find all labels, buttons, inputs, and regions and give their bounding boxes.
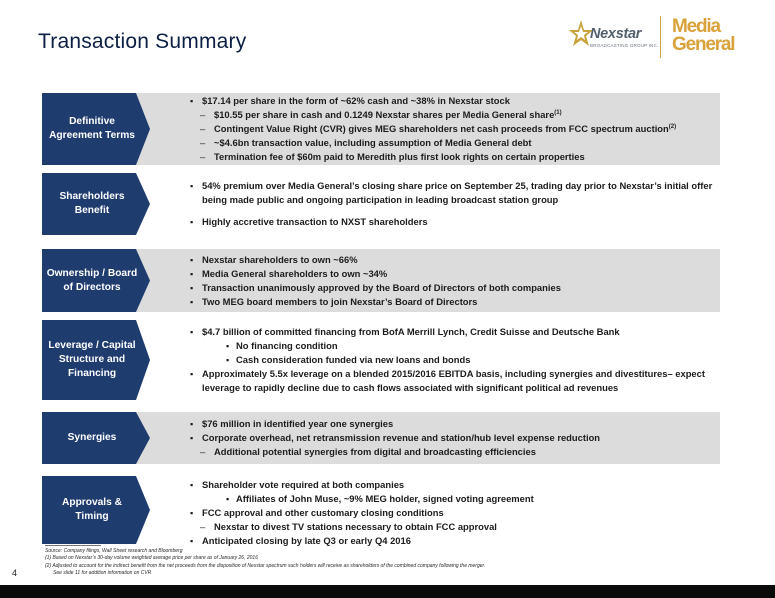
page-title: Transaction Summary bbox=[38, 30, 247, 53]
bullet: ▪ $4.7 billion of committed financing from BofA Merrill Lynch, Credit Suisse and Deutsche Bank bbox=[190, 325, 714, 339]
row-label: Definitive Agreement Terms bbox=[49, 116, 135, 141]
nexstar-subtitle: BROADCASTING GROUP INC. bbox=[590, 43, 659, 48]
row-label: Leverage / Capital Structure and Financing bbox=[48, 340, 136, 379]
bullet: ▪ Nexstar shareholders to own ~66% bbox=[190, 253, 714, 267]
bullet: ▪ Media General shareholders to own ~34% bbox=[190, 267, 714, 281]
dash-item: – Additional potential synergies from digital and broadcasting efficiencies bbox=[190, 445, 714, 459]
footnote-ref: (2) bbox=[668, 123, 677, 130]
row-content bbox=[190, 249, 714, 312]
media-general-line1: Media bbox=[672, 16, 720, 37]
row-approvals bbox=[42, 476, 720, 552]
bullet: ▪ Shareholder vote required at both companies bbox=[190, 478, 714, 492]
row-content bbox=[190, 93, 714, 165]
bullet: ▪ FCC approval and other customary closing conditions bbox=[190, 506, 714, 520]
footnote-3: See slide 11 for addition information on CVR bbox=[53, 570, 152, 577]
bottom-bar bbox=[0, 585, 775, 598]
footnote-ref: (1) bbox=[554, 109, 562, 116]
footnote-1: (1) Based on Nexstar’s 30-day volume weighted average price per share as of January 26, 2016 bbox=[45, 555, 258, 562]
nexstar-wordmark: Nexstar bbox=[590, 26, 642, 42]
bullet: ▪ Two MEG board members to join Nexstar’s Board of Directors bbox=[190, 295, 714, 309]
logo-divider bbox=[660, 16, 661, 58]
row-label-box bbox=[42, 173, 150, 235]
media-general-line2: General bbox=[672, 34, 735, 55]
row-shareholders-benefit bbox=[42, 173, 720, 235]
row-label-box bbox=[42, 476, 150, 544]
sub-bullet: ▪ Cash consideration funded via new loans and bonds bbox=[190, 353, 714, 367]
bullet: ▪ Transaction unanimously approved by the Board of Directors of both companies bbox=[190, 281, 714, 295]
bullet: ▪ Corporate overhead, net retransmission revenue and station/hub level expense reduction bbox=[190, 431, 714, 445]
row-synergies bbox=[42, 412, 720, 464]
footnote-source: Source: Company filings, Wall Street research and Bloomberg bbox=[45, 548, 183, 554]
bullet: ▪ Anticipated closing by late Q3 or early Q4 2016 bbox=[190, 534, 714, 548]
page-number: 4 bbox=[12, 568, 18, 578]
footnotes bbox=[45, 548, 745, 578]
footnote-rule bbox=[45, 545, 101, 546]
row-label-box bbox=[42, 249, 150, 312]
row-label: Synergies bbox=[67, 432, 117, 443]
row-ownership bbox=[42, 249, 720, 312]
row-content bbox=[190, 478, 714, 552]
row-content bbox=[190, 173, 714, 235]
dash-item: – Contingent Value Right (CVR) gives MEG shareholders net cash proceeds from FCC spectrum auction$^{(2)}$ bbox=[190, 122, 714, 136]
bullet: ▪ Highly accretive transaction to NXST shareholders bbox=[190, 215, 714, 229]
row-label: Shareholders Benefit bbox=[59, 191, 125, 216]
bullet: ▪ 54% premium over Media General’s closing share price on September 25, trading day prior to Nexstar’s initial offer being made public and ongoing participation in leading broadcast station group bbox=[190, 179, 714, 207]
row-label: Approvals & Timing bbox=[61, 497, 122, 522]
sub-bullet: ▪ No financing condition bbox=[190, 339, 714, 353]
row-label-box bbox=[42, 412, 150, 464]
footnote-2: (2) Adjusted to account for the indirect benefit from the net proceeds from the disposition of Nexstar spectrum such holders will receive as shareholders of the combined company following the merger. bbox=[45, 562, 486, 569]
row-label: Ownership / Board of Directors bbox=[46, 267, 138, 293]
dash-item: – $10.55 per share in cash and 0.1249 Nexstar shares per Media General share$^{(1)}$ bbox=[190, 108, 714, 122]
sub-bullet: ▪ Affiliates of John Muse, ~9% MEG holder, signed voting agreement bbox=[190, 492, 714, 506]
row-content bbox=[190, 412, 714, 464]
row-label-box bbox=[42, 93, 150, 165]
row-leverage bbox=[42, 320, 720, 400]
bullet: ▪ Approximately 5.5x leverage on a blended 2015/2016 EBITDA basis, including synergies and divestitures– expect leverage to rapidly decline due to cash flows associated with significant political ad revenues bbox=[190, 367, 714, 395]
nexstar-logo bbox=[568, 18, 660, 56]
row-content bbox=[190, 320, 714, 400]
dash-item: – ~$4.6bn transaction value, including assumption of Media General debt bbox=[190, 136, 714, 150]
dash-item: – Termination fee of $60m paid to Meredith plus first look rights on certain properties bbox=[190, 150, 714, 164]
row-definitive-agreement bbox=[42, 93, 720, 165]
bullet: ▪ $17.14 per share in the form of ~62% cash and ~38% in Nexstar stock bbox=[190, 94, 714, 108]
dash-item: – Nexstar to divest TV stations necessary to obtain FCC approval bbox=[190, 520, 714, 534]
row-label-box bbox=[42, 320, 150, 400]
media-general-logo bbox=[672, 18, 740, 58]
bullet: ▪ $76 million in identified year one synergies bbox=[190, 417, 714, 431]
